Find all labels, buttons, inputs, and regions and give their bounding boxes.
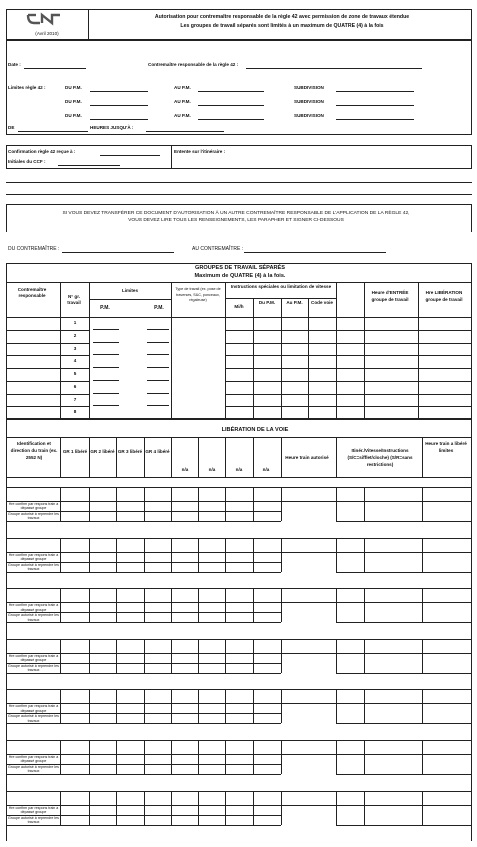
col-gr2: GR 2 libéré — [90, 449, 115, 454]
groupe-autorise-label: Groupe autorisé à reprendre les travaux — [8, 815, 59, 824]
du-pm-label-2: DU P.M. — [65, 99, 82, 104]
group-row-number: 3 — [73, 345, 77, 351]
date-label: Date : — [8, 62, 21, 67]
subdivision-label-3: SUBDIVISION — [294, 113, 324, 118]
col-na-4: n/a — [262, 467, 270, 472]
groupe-autorise-label: Groupe autorisé à reprendre les travaux — [8, 512, 59, 521]
col-type: Type de travail (ex. pose de traverses, S&C, ponceaux, régaleuse) — [175, 287, 221, 303]
initiales-field[interactable] — [58, 165, 120, 166]
heures-label: HEURES JUSQU'À : — [90, 125, 134, 130]
col-na-1: n/a — [181, 467, 189, 472]
col-instructions: Instructions spéciales ou limitation de vitesse — [230, 284, 332, 289]
du-contremaitre-label: DU CONTREMAÎTRE : — [8, 246, 60, 252]
de-field[interactable] — [18, 131, 88, 132]
groupe-autorise-label: Groupe autorisé à reprendre les travaux — [8, 765, 59, 774]
contremaitre-label: Contremaître responsable de la règle 42 : — [148, 62, 239, 67]
subdivision-label-2: SUBDIVISION — [294, 99, 324, 104]
group-row-number: 4 — [73, 358, 77, 364]
groups-table-title: GROUPES DE TRAVAIL SÉPARÉS — [194, 265, 286, 271]
form-subtitle: Les groupes de travail séparés sont limités à un maximum de QUATRE (4) à la fois — [180, 23, 384, 29]
du-pm-field-2[interactable] — [90, 105, 148, 106]
au-pm-label-2: AU P.M. — [174, 99, 191, 104]
confirm-train-label: Hre confirm par respons train a dépassé groupe — [8, 704, 59, 713]
au-pm-label-1: AU P.M. — [174, 85, 191, 90]
initiales-label: Initiales du CCF : — [8, 159, 46, 164]
col-pm-2: P.M. — [154, 305, 164, 311]
confirm-train-label: Hre confirm par respons train a dépassé groupe — [8, 502, 59, 511]
col-liberation: Hre LIBÉRATION groupe de travail — [425, 290, 463, 303]
confirmation-field[interactable] — [100, 155, 160, 156]
confirmation-label: Confirmation règle 42 reçue à : — [8, 149, 76, 154]
group-row-number: 5 — [73, 371, 77, 376]
contremaitre-field[interactable] — [246, 68, 422, 69]
col-na-3: n/a — [235, 467, 243, 472]
au-pm-field-1[interactable] — [198, 91, 264, 92]
col-gr3: GR 3 libéré — [117, 449, 143, 454]
limites-label: Limites règle 42 : — [8, 85, 46, 90]
col-code-voie: Code voie — [311, 300, 333, 305]
groupe-autorise-label: Groupe autorisé à reprendre les travaux — [8, 663, 59, 673]
group-row-number: 1 — [73, 320, 77, 325]
au-pm-label-3: AU P.M. — [174, 113, 191, 118]
col-gr4: GR 4 libéré — [145, 449, 170, 454]
de-label: DE — [8, 125, 15, 130]
au-pm-field-3[interactable] — [198, 119, 264, 120]
note-line-2[interactable] — [6, 194, 472, 195]
du-pm-label-3: DU P.M. — [65, 113, 82, 118]
col-du-pm: Du P.M. — [258, 300, 276, 305]
group-row-number: 2 — [73, 332, 77, 338]
form-title: Autorisation pour contremaître responsable de la règle 42 avec permission de zone de travaux étendue — [154, 14, 410, 20]
groups-table-subtitle: Maximum de QUATRE (4) à la fois. — [194, 273, 286, 279]
au-contremaitre-field[interactable] — [244, 252, 386, 253]
note-line-1[interactable] — [6, 182, 472, 183]
col-heure-limites: Heure train a libéré limites — [425, 441, 467, 454]
col-ngr: N° gr. travail — [67, 294, 81, 305]
confirm-train-label: Hre confirm par respons train a dépassé groupe — [8, 755, 59, 764]
transfer-notice-line-1: SI VOUS DEVEZ TRANSFÉRER CE DOCUMENT D'AUTORISATION À UN AUTRE CONTREMAÎTRE RESPONSABLE DE L'APPLICATION DE LA RÈGLE 42, — [62, 211, 410, 216]
subdivision-field-1[interactable] — [336, 91, 414, 92]
col-mih: Mi/h — [234, 304, 244, 309]
col-contremaitre: Contremaître responsable — [17, 287, 47, 298]
revision-date: (Avril 2010) — [35, 31, 59, 36]
heures-field[interactable] — [146, 131, 224, 132]
cn-logo — [26, 12, 62, 26]
col-limites: Limites — [121, 288, 139, 293]
col-au-pm: Au P.M. — [286, 300, 303, 305]
confirm-train-label: Hre confirm par respons train a dépassé groupe — [8, 653, 59, 663]
liberation-table — [6, 419, 472, 841]
du-contremaitre-field[interactable] — [62, 252, 174, 253]
col-gr1: GR 1 libéré — [62, 449, 88, 454]
entente-label: Entente sur l'itinéraire : — [174, 149, 226, 154]
col-itineraire: Itinér./Vitesse/Instructions (S/C=sifflet/cloche) (S/R=sans restrictions) — [347, 448, 413, 467]
subdivision-field-2[interactable] — [336, 105, 414, 106]
confirm-train-label: Hre confirm par respons train a dépassé groupe — [8, 805, 59, 814]
date-field[interactable] — [24, 68, 86, 69]
transfer-notice-line-2: VOUS DEVEZ LIRE TOUS LES RENSEIGNEMENTS, LES PARAPHER ET SIGNER CI-DESSOUS — [128, 218, 344, 223]
subdivision-label-1: SUBDIVISION — [294, 85, 324, 90]
du-pm-label-1: DU P.M. — [65, 85, 82, 90]
liberation-table-title: LIBÉRATION DE LA VOIE — [221, 427, 289, 433]
confirm-train-label: Hre confirm par respons train a dépassé groupe — [8, 552, 59, 561]
groupe-autorise-label: Groupe autorisé à reprendre les travaux — [8, 714, 59, 723]
confirm-train-label: Hre confirm par respons train a dépassé groupe — [8, 603, 59, 612]
au-pm-field-2[interactable] — [198, 105, 264, 106]
du-pm-field-3[interactable] — [90, 119, 148, 120]
col-pm-1: P.M. — [100, 305, 110, 311]
group-row-number: 8 — [73, 409, 77, 415]
col-identification: Identification et direction du train (ex. 2552 N) — [10, 441, 58, 461]
col-na-2: n/a — [208, 467, 216, 472]
groupe-autorise-label: Groupe autorisé à reprendre les travaux — [8, 562, 59, 571]
group-row-number: 6 — [73, 383, 77, 389]
col-heure-train: Heure train autorisé — [285, 455, 329, 460]
group-row-number: 7 — [73, 396, 77, 402]
subdivision-field-3[interactable] — [336, 119, 414, 120]
col-entree: Heure d'ENTRÉE groupe de travail — [371, 290, 409, 303]
au-contremaitre-label: AU CONTREMAÎTRE : — [192, 246, 244, 252]
groupe-autorise-label: Groupe autorisé à reprendre les travaux — [8, 613, 59, 622]
du-pm-field-1[interactable] — [90, 91, 148, 92]
